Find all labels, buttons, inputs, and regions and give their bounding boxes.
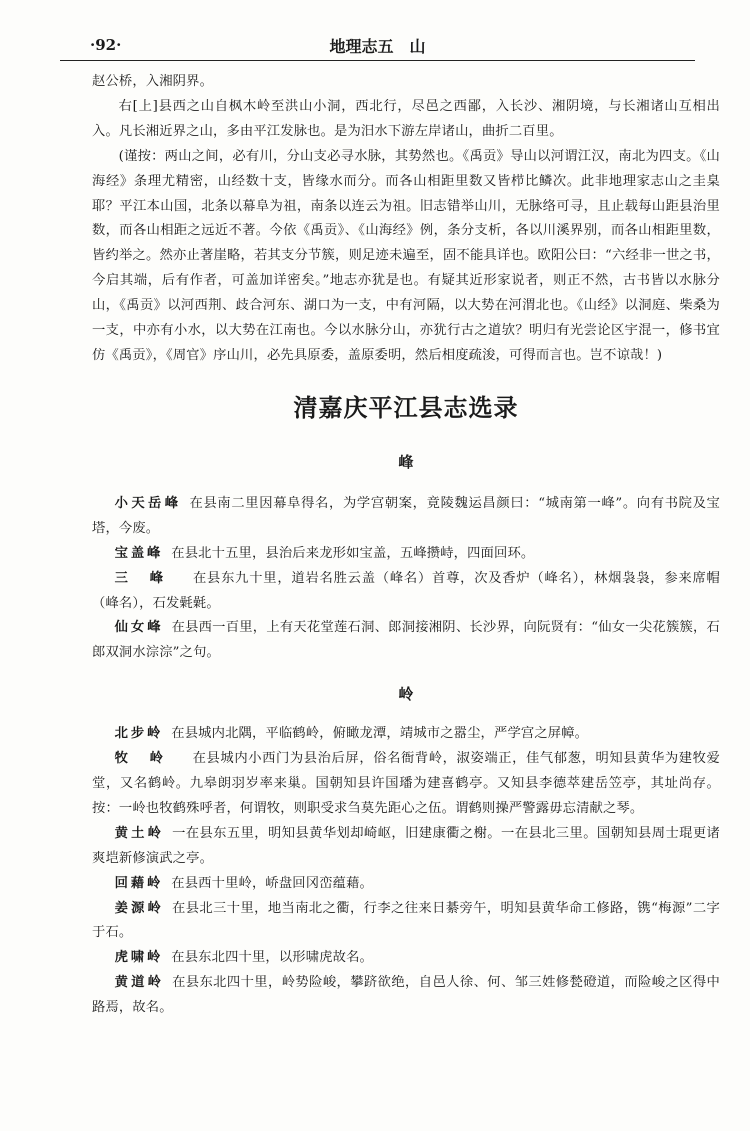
ridge-description: 在县东北四十里，以形啸虎故名。 — [171, 950, 373, 966]
ridge-entry — [92, 747, 720, 822]
ridge-entry — [92, 897, 720, 947]
ridge-description: 一在县东五里，明知县黄华划却崎岖，旧建康衢之榭。一在县北三里。国朝知县周士琨更诸爽垲新修演武之亭。 — [92, 825, 721, 866]
peak-entry — [92, 492, 720, 542]
continuation-paragraph: 赵公桥，入湘阴界。 — [92, 74, 214, 89]
ridge-description: 在县西十里岭，峤盘回冈峦蕴藉。 — [171, 875, 373, 891]
peak-name: 小天岳峰 — [114, 495, 182, 511]
peak-description: 在县东九十里，道岩名胜云盖（峰名）首尊，次及香炉（峰名），林烟袅袅，参来席帽（峰名），石发氉氉。 — [92, 570, 720, 611]
ridge-name: 虎啸岭 — [114, 950, 164, 966]
peak-description: 在县南二里因幕阜得名，为学宫朝案，竟陵魏运昌颜曰：“城南第一峰”。向有书院及宝塔，今废。 — [92, 495, 720, 536]
summary-paragraph: 右[上]县西之山自枫木岭至洪山小洞，西北行，尽邑之西鄙，入长沙、湘阴境，与长湘诸山互相出入。凡长湘近界之山，多由平江发脉也。是为汨水下游左岸诸山，曲折二百里。 — [92, 98, 720, 139]
ridge-name: 北步岭 — [114, 726, 164, 742]
ridge-entry — [92, 722, 720, 747]
peak-entry — [92, 542, 720, 567]
ridge-entry — [92, 872, 720, 897]
ridge-name: 黄道岭 — [114, 975, 165, 991]
ridge-description: 在县东北四十里，岭势险峻，攀跻欲绝，自邑人徐、何、邹三姓修甃磴道，而险峻之区得中路焉，故名。 — [92, 975, 721, 1016]
running-title: 地理志五 山 — [329, 37, 426, 56]
peak-entry — [92, 567, 720, 617]
peaks-heading: 峰 — [398, 452, 414, 471]
ridge-description: 在县城内小西门为县治后屏，俗名衙背岭，淑姿端正，佳气郁葱，明知县黄华为建牧爱堂，又名鹤岭。九皋朗羽岁率来巢。国朝知县许国璠为建喜鹤亭。又知县李德萃建岳笠亭，其址尚存。按：一岭也牧鹤殊呼者，何谓牧，则职受求刍莫先距心之伍。谓鹤则操严警露毋忘清献之琴。 — [92, 751, 721, 816]
ridge-name: 黄土岭 — [114, 825, 165, 841]
peak-name: 三峰 — [114, 570, 185, 586]
ridge-name: 回藉岭 — [114, 875, 164, 891]
peak-description: 在县西一百里，上有天花堂莲石洞、郎洞接湘阴、长沙界，向阮贤有：“仙女一尖花簇簇，石郎双洞水淙淙”之句。 — [92, 620, 721, 661]
section-title: 清嘉庆平江县志选录 — [293, 393, 519, 422]
ridges-heading: 岭 — [398, 685, 414, 704]
peak-name: 仙女峰 — [114, 620, 164, 636]
ridge-entry — [92, 971, 720, 1021]
ridge-entry — [92, 822, 720, 872]
page-body — [92, 70, 720, 1021]
peak-description: 在县北十五里，县治后来龙形如宝盖，五峰攒峙，四面回环。 — [171, 545, 535, 561]
ridge-description: 在县北三十里，地当南北之衢，行李之往来日綦旁午，明知县黄华命工修路，镌“梅源”二字于石。 — [92, 900, 721, 941]
editor-note-paragraph: (谨按：两山之间，必有川，分山支必寻水脉，其势然也。《禹贡》导山以河谓江汉，南北为四支。《山海经》条理尤精密，山经数十支，皆缘水而分。而各山相距里数又皆栉比鳞次。此非地理家志山之圭臬耶？平江本山国，北条以幕阜为祖，南条以连云为祖。旧志错举山川，无脉络可寻，且止载每山距县治里数，而各山相距之远近不著。今依《禹贡》、《山海经》例，条分支析，各以川溪界别，而各山相距里数，皆约举之。然亦止著崖略，若其支分节簇，则足迹未遍至，固不能具详也。欧阳公曰：“六经非一世之书，今启其端，后有作者，可盖加详密矣。”地志亦犹是也。有疑其近形家说者，则正不然，古书皆以水脉分山，《禹贡》以河西荆、歧合河东、湖口为一支，中有河隔，以大势在河渭北也。《山经》以洞庭、柴桑为一支，中亦有小水，以大势在江南也。今以水脉分山，亦犹行古之道欤？明归有光尝论区宇混一，修书宜仿《禹贡》，《周官》序山川，必先具原委，盖原委明，然后相度疏浚，可得而言也。岂不谅哉！) — [92, 148, 720, 363]
ridge-description: 在县城内北隅，平临鹤岭，俯瞰龙潭，靖城市之嚣尘，严学宫之屏幛。 — [171, 726, 589, 742]
ridge-name: 姜源岭 — [114, 900, 165, 916]
page-number: ·92· — [90, 36, 122, 54]
page-header — [60, 30, 695, 61]
ridge-name: 牧岭 — [114, 751, 185, 767]
ridge-entry — [92, 946, 720, 971]
peak-name: 宝盖峰 — [114, 545, 164, 561]
peak-entry — [92, 616, 720, 666]
